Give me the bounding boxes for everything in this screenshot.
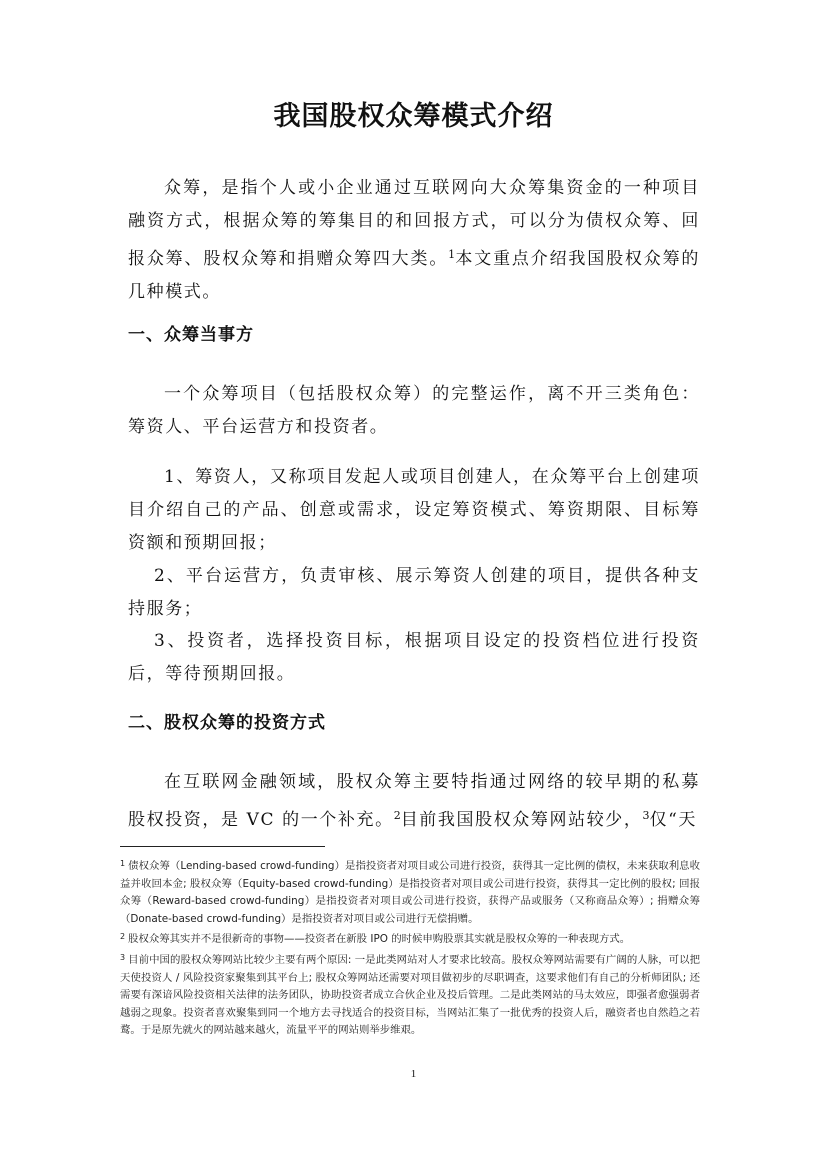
intro-text: 众筹，是指个人或小企业通过互联网向大众筹集资金的一种项目融资方式，根据众筹的筹集目的和回报方式，可以分为债权众筹、回报众筹、股权众筹和捐赠众筹四大类。 xyxy=(128,178,700,269)
footnote-number: 1 xyxy=(120,859,126,868)
list-item-platform: 2、平台运营方，负责审核、展示筹资人创建的项目，提供各种支持服务； xyxy=(128,566,700,619)
section-heading-investment: 二、股权众筹的投资方式 xyxy=(128,713,326,733)
footnote-3 xyxy=(120,949,700,1040)
investment-text-end: 仅“天 xyxy=(649,810,698,830)
intro-text-cont: 本文重点介绍我国股权众筹的几种模式。 xyxy=(128,249,700,302)
footnote-number: 3 xyxy=(120,952,126,962)
footnote-1 xyxy=(120,855,700,928)
list-item-fundraiser: 1、筹资人，又称项目发起人或项目创建人，在众筹平台上创建项目介绍自己的产品、创意或需求，设定筹资模式、筹资期限、目标筹资额和预期回报； xyxy=(128,467,700,553)
footnotes xyxy=(120,855,700,1040)
footnote-number: 2 xyxy=(120,932,126,942)
list-item-investor: 3、投资者，选择投资目标，根据项目设定的投资档位进行投资后，等待预期回报。 xyxy=(128,631,700,684)
investment-text: 在互联网金融领域，股权众筹主要特指通过网络的较早期的私募股权投资，是 VC 的一个补充。 xyxy=(128,772,700,830)
page-title: 我国股权众筹模式介绍 xyxy=(273,101,554,132)
footnote-ref-3[interactable]: 3 xyxy=(642,809,650,822)
investment-text-cont: 目前我国股权众筹网站较少， xyxy=(400,810,643,830)
section-heading-parties: 一、众筹当事方 xyxy=(128,325,254,345)
footnote-ref-1[interactable]: 1 xyxy=(448,248,456,261)
footnote-ref-2[interactable]: 2 xyxy=(393,809,401,822)
parties-paragraph: 一个众筹项目（包括股权众筹）的完整运作，离不开三类角色：筹资人、平台运营方和投资者。 xyxy=(128,384,700,437)
footnote-text: 目前中国的股权众筹网站比较少主要有两个原因: 一是此类网站对人才要求比较高。股权众筹网站需要有广阔的人脉，可以把天使投资人 / 风险投资家聚集到其平台上; 股权众筹网站还需要对项目做初步的尽职调查，这要求他们有自己的分析师团队; 还需要有深谙风险投资相关法律的法务团队，协助投资者成立合伙企业及投后管理。二是此类网站的马太效应，即强者愈强弱者越弱之现象。投资者喜欢聚集到同一个地方去寻找适合的投资目标，当网站汇集了一批优秀的投资人后，融资者也自然趋之若鹜。于是原先就火的网站越来越火，流量平平的网站则举步维艰。 xyxy=(120,953,700,1037)
page-number: 1 xyxy=(410,1068,417,1080)
intro-paragraph xyxy=(128,172,700,309)
footnote-separator xyxy=(120,846,325,847)
investment-paragraph xyxy=(128,766,700,837)
footnote-2 xyxy=(120,928,700,949)
footnote-text: 股权众筹其实并不是很新奇的事物——投资者在新股 IPO 的时候申购股票其实就是股权众筹的一种表现方式。 xyxy=(128,933,631,946)
footnote-text: 债权众筹（Lending-based crowd-funding）是指投资者对项目或公司进行投资，获得其一定比例的债权，未来获取利息收益并收回本金; 股权众筹（Equity-based crowd-funding）是指投资者对项目或公司进行投资，获得其一定比例的股权; 回报众筹（Reward-based crowd-funding）是指投资者对项目或公司进行投资，获得产品或服务（又称商品众筹）; 捐赠众筹（Donate-based crowd-funding）是指投资者对项目或公司进行无偿捐赠。 xyxy=(120,860,700,925)
